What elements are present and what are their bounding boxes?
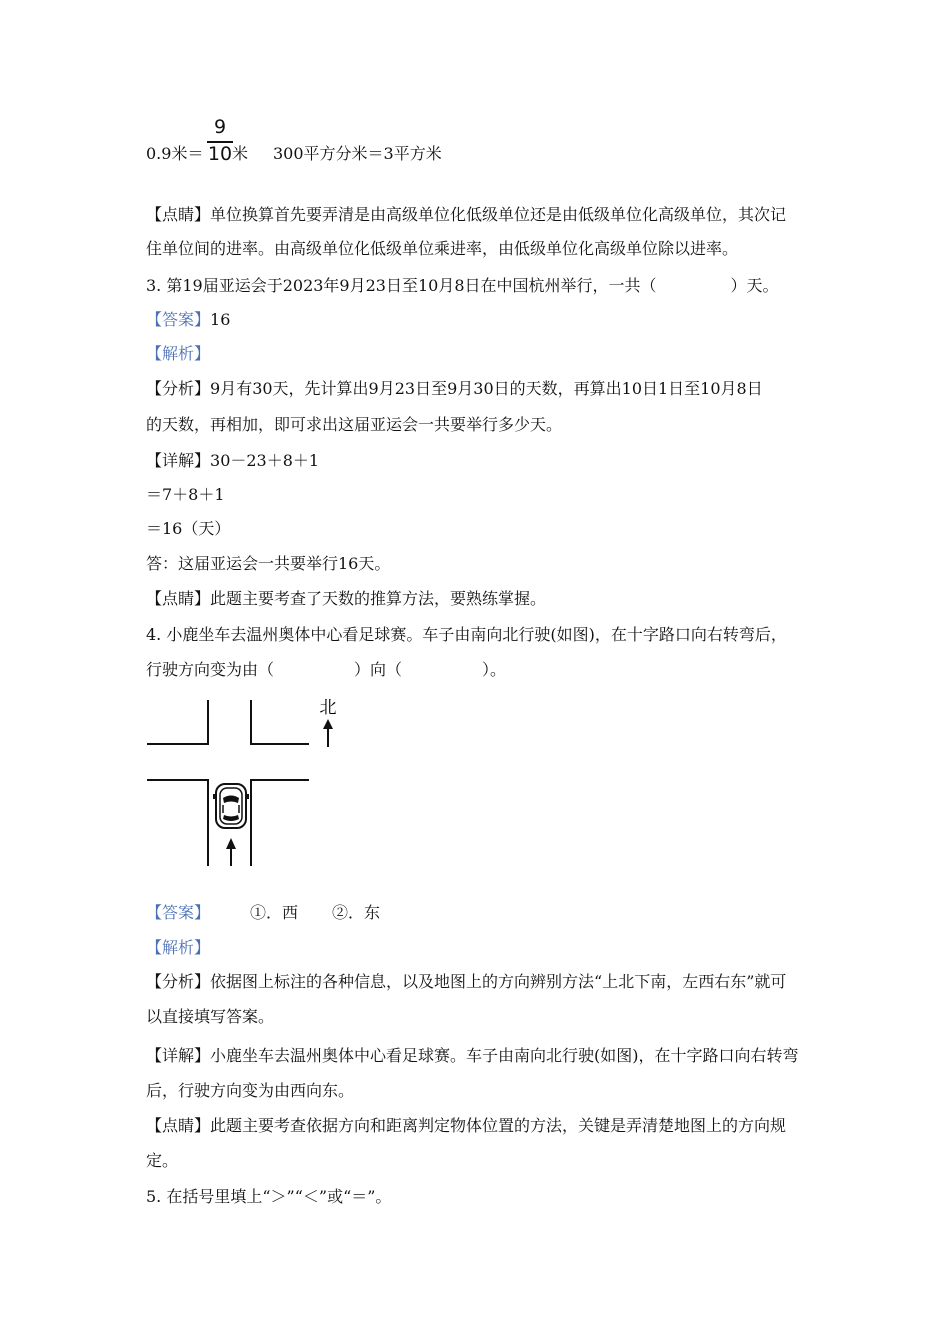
- q4-xiangjie-line-1: 【详解】小鹿坐车去温州奥体中心看足球赛。车子由南向北行驶(如图)，在十字路口向右转弯: [146, 1046, 799, 1065]
- q3-jiexi-label: 【解析】: [146, 344, 211, 363]
- north-arrow-icon: [323, 719, 333, 747]
- q4-dianjing-line-2: 定。: [146, 1151, 179, 1170]
- q3-answer: 【答案】16: [146, 310, 231, 329]
- q4-stem-line-1: 4. 小鹿坐车去温州奥体中心看足球赛。车子由南向北行驶(如图)，在十字路口向右转弯后，: [146, 625, 787, 644]
- q5-stem: 5. 在括号里填上“＞”“＜”或“＝”。: [146, 1187, 392, 1206]
- q4-jiexi-label: 【解析】: [146, 938, 211, 957]
- dianjing-line-2: 住单位间的进率。由高级单位化低级单位乘进率，由低级单位化高级单位除以进率。: [146, 239, 739, 258]
- q3-calc-3: ＝16（天）: [146, 519, 231, 538]
- fraction-denominator: 10: [207, 143, 233, 165]
- road-edge-top-left: [147, 700, 208, 744]
- q3-calc-2: ＝7＋8＋1: [146, 485, 225, 504]
- q4-fenxi-line-2: 以直接填写答案。: [146, 1007, 275, 1026]
- q3-xiangjie: 【详解】30－23＋8＋1: [146, 451, 320, 470]
- road-edge-bottom-left: [147, 780, 208, 866]
- q3-fenxi-line-2: 的天数，再相加，即可求出这届亚运会一共要举行多少天。: [146, 415, 563, 434]
- q4-xiangjie-line-2: 后，行驶方向变为由西向东。: [146, 1081, 355, 1100]
- conversion-1-unit: 米: [232, 144, 249, 163]
- crossroads-figure: [146, 694, 366, 872]
- q4-fenxi-line-1: 【分析】依据图上标注的各种信息，以及地图上的方向辨别方法“上北下南，左西右东”就可: [146, 972, 787, 991]
- q4-stem-line-2: 行驶方向变为由（ ）向（ ）。: [146, 660, 507, 679]
- road-edge-top-right: [251, 700, 309, 744]
- q4-dianjing-line-1: 【点睛】此题主要考查依据方向和距离判定物体位置的方法，关键是弄清楚地图上的方向规: [146, 1116, 787, 1135]
- q3-stem: 3. 第19届亚运会于2023年9月23日至10月8日在中国杭州举行，一共（ ）天。: [146, 276, 779, 295]
- dianjing-line-1: 【点睛】单位换算首先要弄清是由高级单位化低级单位还是由低级单位化高级单位，其次记: [146, 205, 787, 224]
- q3-dianjing: 【点睛】此题主要考查了天数的推算方法，要熟练掌握。: [146, 589, 547, 608]
- direction-arrow-icon: [226, 838, 236, 866]
- conversion-1-left: 0.9米＝: [146, 144, 204, 163]
- road-edge-bottom-right: [251, 780, 309, 866]
- q4-answer: 【答案】 ①．西 ②．东: [146, 903, 381, 922]
- q3-reply: 答：这届亚运会一共要举行16天。: [146, 554, 391, 573]
- fraction-numerator: 9: [213, 116, 227, 138]
- conversion-2: 300平方分米＝3平方米: [273, 144, 442, 163]
- north-label: 北: [319, 698, 337, 718]
- car-icon: [213, 784, 249, 828]
- q3-fenxi-line-1: 【分析】9月有30天，先计算出9月23日至9月30日的天数，再算出10日1日至10月8日: [146, 379, 763, 398]
